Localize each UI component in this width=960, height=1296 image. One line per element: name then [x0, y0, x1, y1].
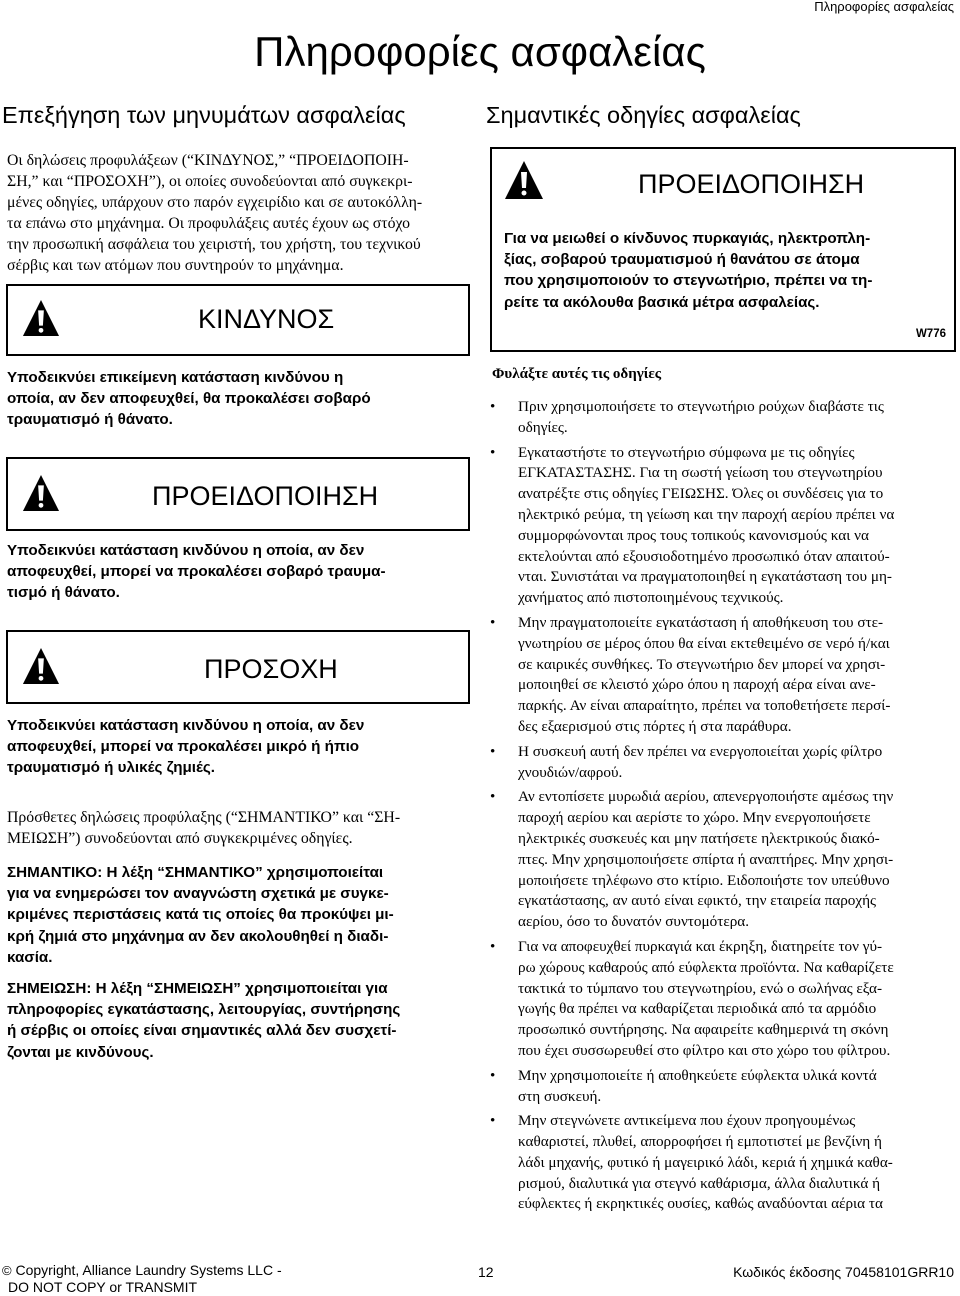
- list-item: • Μην πραγματοποιείτε εγκατάσταση ή αποθήκευση του στε- γνωτηρίου σε μέρος όπου θα είναι εκτεθειμένο σε νερό ή/και σε καιρικές συνθήκες. Το στεγνωτήριο δεν μπορεί να χρησι- μοποιηθεί σε κλειστό χώρο όπου η παροχή αέρα είναι ανε- παρκής. Αν είναι απαραίτητο, πρέπει να τοποθετήσετε περσί- δες εξαερισμού στις πόρτες ή στα παράθυρα.: [490, 613, 891, 735]
- note-paragraph: ΣΗΜΕΙΩΣΗ: Η λέξη “ΣΗΜΕΙΩΣΗ” χρησιμοποιείται για πληροφορίες εγκατάστασης, λειτουργίας, συντήρησης ή σέρβις οι οποίες είναι σημαντικές αλλά δεν συσχετί- ζονται με κινδύνους.: [7, 980, 401, 1061]
- warning-box-label: ΠΡΟΕΙΔΟΠΟΙΗΣΗ: [638, 169, 865, 199]
- bullet-icon: •: [490, 613, 496, 631]
- running-header: Πληροφορίες ασφαλείας: [814, 0, 954, 14]
- right-section-title: Σημαντικές οδηγίες ασφαλείας: [486, 102, 801, 128]
- safety-instructions-list: [490, 397, 894, 1219]
- publication-code: Κωδικός έκδοσης 70458101GRR10: [733, 1264, 954, 1280]
- warning-triangle-icon: [504, 159, 544, 201]
- list-item: • Πριν χρησιμοποιήσετε το στεγνωτήριο ρούχων διαβάστε τις οδηγίες.: [490, 398, 884, 436]
- danger-label: ΚΙΝΔΥΝΟΣ: [198, 304, 335, 334]
- page-title: Πληροφορίες ασφαλείας: [254, 28, 706, 75]
- left-section-title: Επεξήγηση των μηνυμάτων ασφαλείας: [2, 102, 406, 128]
- warning-triangle-icon: [22, 646, 60, 686]
- bullet-icon: •: [490, 742, 496, 760]
- list-item: • Μην στεγνώνετε αντικείμενα που έχουν προηγουμένως καθαριστεί, πλυθεί, απορροφήσει ή εμποτιστεί με βενζίνη ή λάδι μηχανής, φυτικό ή μαγειρικό λάδι, κεριά ή χημικά καθα- ρισμού, διαλυτικά για στεγνό καθάρισμα, άλλα διαλυτικά ή εύφλεκτες ή εκρηκτικές ουσίες, καθώς αναδύονται αέρια τα: [490, 1112, 893, 1213]
- danger-box: [6, 284, 470, 356]
- list-item: • Η συσκευή αυτή δεν πρέπει να ενεργοποιείται χωρίς φίλτρο χνουδιών/αφρού.: [490, 742, 883, 781]
- bullet-icon: •: [490, 1112, 496, 1130]
- warning-code: W776: [915, 328, 946, 340]
- bullet-icon: •: [490, 1066, 496, 1084]
- intro-paragraph: Οι δηλώσεις προφυλάξεων (“ΚΙΝΔΥΝΟΣ,” “ΠΡΟΕΙΔΟΠΟΙΗ- ΣΗ,” και “ΠΡΟΣΟΧΗ”), οι οποίες συνοδεύονται από συγκεκρι- μένες οδηγίες, υπάρχουν στο παρόν εγχειρίδιο και σε αυτοκόλλη- τα επάνω στο μηχάνημα. Οι προφυλάξεις αυτές έχουν ως στόχο την προσωπική ασφάλεια του χειριστή, του χρήστη, του τεχνικού σέρβις και των ατόμων που συντηρούν το μηχάνημα.: [7, 152, 423, 274]
- warning-description: Υποδεικνύει κατάσταση κινδύνου η οποία, αν δεν αποφευχθεί, μπορεί να προκαλέσει σοβαρό τραυμα- τισμό ή θάνατο.: [7, 542, 386, 602]
- warning-box-w776: [490, 147, 956, 352]
- caution-box: [6, 630, 470, 704]
- list-item: • Για να αποφευχθεί πυρκαγιά και έκρηξη, διατηρείτε τον γύ- ρω χώρους καθαρούς από εύφλεκτα προϊόντα. Να καθαρίζετε τακτικά το τύμπανο του στεγνωτηρίου, ενώ ο σωλήνας εξα- γωγής θα πρέπει να καθαρίζεται περιοδικά από τα αρμόδιο προσωπικό συντήρησης. Να αφαιρείτε καθημερινά τη σκόνη που έχει συσσωρευθεί στο φίλτρο και στο χώρο του φίλτρου.: [490, 937, 894, 1059]
- copyright-notice: © Copyright, Alliance Laundry Systems LLC - DO NOT COPY or TRANSMIT: [2, 1262, 282, 1295]
- bullet-icon: •: [490, 788, 496, 806]
- bullet-icon: •: [490, 443, 496, 461]
- warning-box-text: Για να μειωθεί ο κίνδυνος πυρκαγιάς, ηλεκτροπλη- ξίας, σοβαρού τραυματισμού ή θανάτου σε άτομα που χρησιμοποιούν το στεγνωτήριο, πρέπει να τη- ρείτε τα ακόλουθα βασικά μέτρα ασφαλείας.: [504, 230, 873, 311]
- additional-statements: Πρόσθετες δηλώσεις προφύλαξης (“ΣΗΜΑΝΤΙΚΟ” και “ΣΗ- ΜΕΙΩΣΗ”) συνοδεύονται από συγκεκριμένες οδηγίες.: [7, 809, 401, 847]
- bullet-icon: •: [490, 937, 496, 955]
- list-item: • Εγκαταστήστε το στεγνωτήριο σύμφωνα με τις οδηγίες ΕΓΚΑΤΑΣΤΑΣΗΣ. Για τη σωστή γείωση του στεγνωτηρίου ανατρέξτε στις οδηγίες ΓΕΙΩΣΗΣ. Όλες οι συνδέσεις για το ηλεκτρικό ρεύμα, τη γείωση και την παροχή αερίου πρέπει να συμμορφώνονται προς τους τοπικούς κανονισμούς και να εκτελούνται από εξουσιοδοτημένο προσωπικό όταν απαιτού- νται. Συνιστάται να πραγματοποιηθεί η εγκατάσταση του μη- χανήματος από πιστοποιημένους τεχνικούς.: [490, 443, 895, 607]
- warning-label: ΠΡΟΕΙΔΟΠΟΙΗΣΗ: [152, 481, 379, 511]
- danger-description: Υποδεικνύει επικείμενη κατάσταση κινδύνου η οποία, αν δεν αποφευχθεί, θα προκαλέσει σοβαρό τραυματισμό ή θάνατο.: [7, 369, 371, 429]
- important-note: ΣΗΜΑΝΤΙΚΟ: Η λέξη “ΣΗΜΑΝΤΙΚΟ” χρησιμοποιείται για να ενημερώσει τον αναγνώστη σχετικά με συγκε- κριμένες περιστάσεις κατά τις οποίες θα προκύψει μι- κρή ζημιά στο μηχάνημα αν δεν ακολουθηθεί η διαδι- κασία.: [7, 864, 394, 966]
- save-instructions-heading: Φυλάξτε αυτές τις οδηγίες: [492, 366, 662, 382]
- list-item: • Αν εντοπίσετε μυρωδιά αερίου, απενεργοποιήστε αμέσως την παροχή αερίου και αερίστε το χώρο. Μην ενεργοποιήσετε ηλεκτρικές συσκευές και μην πατήσετε ηλεκτρικούς διακό- πτες. Μην χρησιμοποιήσετε σπίρτα ή αναπτήρες. Μην χρησι- μοποιήσετε τηλέφωνο στο κτίριο. Ειδοποιήστε τον υπεύθυνο εγκατάστασης, αν αυτό είναι εφικτό, την εταιρεία παροχής αερίου, όσο το δυνατόν συντομότερα.: [490, 788, 894, 931]
- warning-box: [6, 457, 470, 531]
- list-item: • Μην χρησιμοποιείτε ή αποθηκεύετε εύφλεκτα υλικά κοντά στη συσκευή.: [490, 1066, 877, 1105]
- bullet-icon: •: [490, 398, 496, 415]
- warning-triangle-icon: [22, 473, 60, 513]
- caution-label: ΠΡΟΣΟΧΗ: [204, 654, 338, 684]
- page-number: 12: [478, 1264, 494, 1280]
- copyright-icon: ©: [2, 1263, 12, 1278]
- warning-triangle-icon: [22, 298, 60, 338]
- caution-description: Υποδεικνύει κατάσταση κινδύνου η οποία, αν δεν αποφευχθεί, μπορεί να προκαλέσει μικρό ή ήπιο τραυματισμό ή υλικές ζημιές.: [7, 717, 365, 777]
